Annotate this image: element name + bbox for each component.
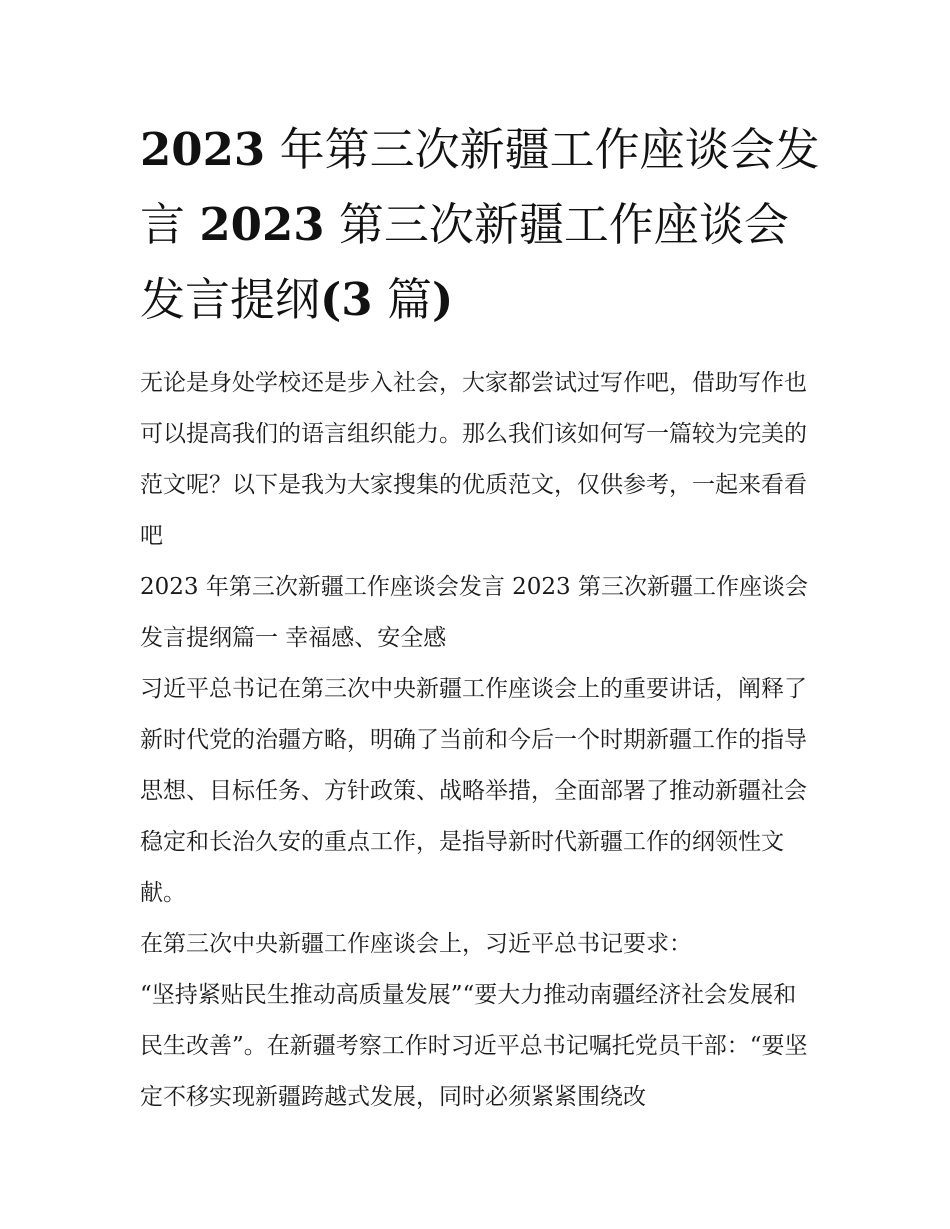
paragraph-intro: 无论是身处学校还是步入社会，大家都尝试过写作吧，借助写作也可以提高我们的语言组织能力。那么我们该如何写一篇较为完美的范文呢？以下是我为大家搜集的优质范文，仅供参考，一起来看看吧: [140, 370, 807, 549]
title-year-1: 2023: [140, 123, 266, 176]
title-year-2: 2023: [199, 198, 325, 251]
paragraph-body-1: 习近平总书记在第三次中央新疆工作座谈会上的重要讲话，阐释了新时代党的治疆方略，明确了当前和今后一个时期新疆工作的指导思想、目标任务、方针政策、战略举措，全面部署了推动新疆社会稳定和长治久安的重点工作，是指导新时代新疆工作的纲领性文献。: [140, 676, 807, 906]
document-title: [140, 112, 820, 337]
title-text-2: 第三次新疆工作座谈会发言提纲: [140, 198, 789, 326]
title-close-paren: ): [431, 273, 454, 326]
title-count: (3: [320, 273, 373, 326]
document-body: [140, 358, 816, 1123]
title-text-1: 年第三次新疆工作座谈会发言: [140, 123, 820, 251]
paragraph-body-2: 在第三次中央新疆工作座谈会上，习近平总书记要求：: [140, 931, 692, 957]
title-unit: 篇: [386, 273, 432, 326]
paragraph-body-3: “坚持紧贴民生推动高质量发展”“要大力推动南疆经济社会发展和民生改善”。在新疆考察工作时习近平总书记嘱托党员干部：“要坚定不移实现新疆跨越式发展，同时必须紧紧围绕改: [140, 982, 808, 1110]
paragraph-section-heading: 2023 年第三次新疆工作座谈会发言 2023 第三次新疆工作座谈会发言提纲篇一 幸福感、安全感: [140, 574, 808, 651]
